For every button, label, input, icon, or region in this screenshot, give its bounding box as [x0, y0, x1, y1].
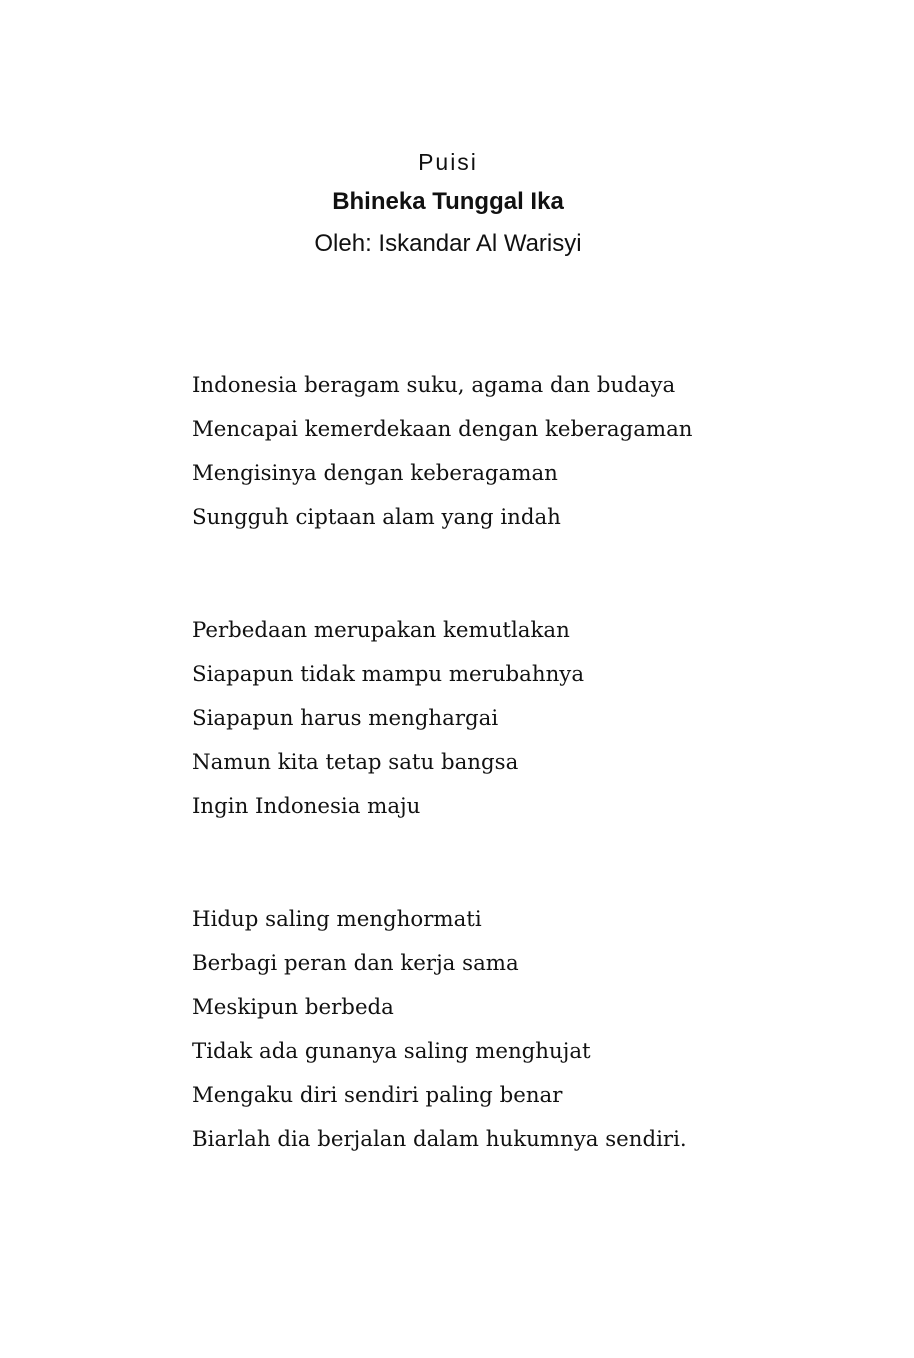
- poem-author: Oleh: Iskandar Al Warisyi: [314, 230, 582, 257]
- poem-line: Tidak ada gunanya saling menghujat: [192, 1039, 591, 1064]
- poem-line: Ingin Indonesia maju: [192, 794, 421, 819]
- heading-block: [0, 145, 896, 267]
- stanza-2: [192, 609, 832, 829]
- poem-line: Mencapai kemerdekaan dengan keberagaman: [192, 417, 693, 442]
- document-label: Puisi: [418, 149, 478, 175]
- poem-line: Mengisinya dengan keberagaman: [192, 461, 558, 486]
- poem-line: Mengaku diri sendiri paling benar: [192, 1083, 563, 1108]
- stanza-1: [192, 364, 832, 540]
- poem-line: Meskipun berbeda: [192, 995, 394, 1020]
- poem-body: [192, 364, 832, 1231]
- poem-title: Bhineka Tunggal Ika: [332, 188, 564, 215]
- poem-line: Siapapun tidak mampu merubahnya: [192, 662, 585, 687]
- poem-line: Berbagi peran dan kerja sama: [192, 951, 519, 976]
- poem-line: Siapapun harus menghargai: [192, 706, 499, 731]
- poem-line: Namun kita tetap satu bangsa: [192, 750, 519, 775]
- stanza-3: [192, 898, 832, 1162]
- poem-line: Hidup saling menghormati: [192, 907, 482, 932]
- poem-line: Perbedaan merupakan kemutlakan: [192, 618, 570, 643]
- poem-line: Indonesia beragam suku, agama dan budaya: [192, 373, 676, 398]
- poem-line: Biarlah dia berjalan dalam hukumnya sendiri.: [192, 1127, 687, 1152]
- poem-line: Sungguh ciptaan alam yang indah: [192, 505, 561, 530]
